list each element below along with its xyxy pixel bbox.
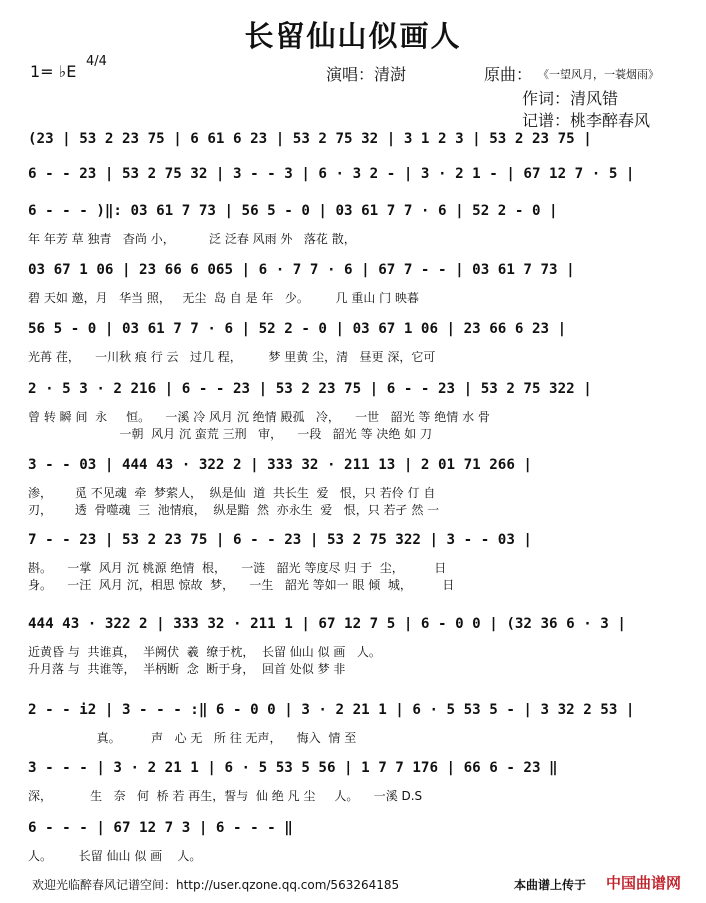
lyric-line: 一朝 风月 沉 蛮荒 三刑 审， 一段 韶光 等 决绝 如 刀 [28,427,433,441]
lyric-line: 光苒 荏， 一川秋 痕 行 云 过几 程， 梦 里黄 尘，清 昼更 深，它可 [28,350,436,364]
footer-link[interactable]: 欢迎光临醉春风记谱空间：http://user.qzone.qq.com/563264185 [32,878,400,892]
notation-row: 444 43 · 322 2 | 333 32 · 211 1 | 67 12 7 5 | 6 - 0 0 | (32 36 6 · 3 | [28,616,626,632]
lyric-line: 刃， 透 骨噬魂 三 池情痕， 纵是黯 然 亦永生 爱 恨，只 若孑 然 一 [28,503,440,517]
upload-note: 本曲谱上传于 [514,878,587,892]
site-logo[interactable]: 中国曲谱网 [606,874,682,892]
notation-row: 3 - - - | 3 · 2 21 1 | 6 · 5 53 5 56 | 1 7 7 176 | 66 6 - 23 ‖ [28,760,558,776]
lyricist-credit: 作词：清风错 [522,89,619,108]
time-signature: 4/4 [86,54,107,69]
notation-row: 2 - - i2 | 3 - - - :‖ 6 - 0 0 | 3 · 2 21 1 | 6 · 5 53 5 - | 3 32 2 53 | [28,702,635,718]
lyric-line: 年 年芳 草 独青 杳尚 小， 泛 泛春 风雨 外 落花 散， [28,232,356,246]
notation-row: 6 - - - )‖: 03 61 7 73 | 56 5 - 0 | 03 61 7 7 · 6 | 52 2 - 0 | [28,203,558,219]
original-song: 《一望风月，一蓑烟雨》 [538,68,659,81]
original-label: 原曲： [484,65,533,84]
notation-row: (23 | 53 2 23 75 | 6 61 6 23 | 53 2 75 32 | 3 1 2 3 | 53 2 23 75 | [28,131,592,147]
lyric-line: 身。 一汪 风月 沉，相思 惊故 梦， 一生 韶光 等如一 眼 倾 城， 日 [28,578,455,592]
lyric-line: 渗， 觅 不见魂 牵 梦萦人， 纵是仙 道 共长生 爱 恨，只 若伶 仃 自 [28,486,436,500]
lyric-line: 人。 长留 仙山 似 画 人。 [28,849,202,863]
notation-row: 6 - - 23 | 53 2 75 32 | 3 - - 3 | 6 · 3 2 - | 3 · 2 1 - | 67 12 7 · 5 | [28,166,635,182]
notation-row: 03 67 1 06 | 23 66 6 065 | 6 · 7 7 · 6 | 67 7 - - | 03 61 7 73 | [28,262,575,278]
lyric-line: 曾 转 瞬 间 永 恒。 一溪 冷 风月 沉 绝情 殿孤 冷， 一世 韶光 等 绝情 水 骨 [28,410,490,424]
lyric-line: 升月落 与 共谁等， 半柄断 念 断于身， 回首 处似 梦 非 [28,662,346,676]
lyric-line: 碧 天如 邀，月 华当 照， 无尘 岛 自 是 年 少。 几 重山 门 映暮 [28,291,419,305]
key-signature: 1= ♭E [30,62,77,81]
lyric-line: 近黄昏 与 共谁真， 半阙伏 羲 缭于枕， 长留 仙山 似 画 人。 [28,645,381,659]
notation-row: 6 - - - | 67 12 7 3 | 6 - - - ‖ [28,820,293,836]
notation-row: 56 5 - 0 | 03 61 7 7 · 6 | 52 2 - 0 | 03 67 1 06 | 23 66 6 23 | [28,321,567,337]
notation-row: 2 · 5 3 · 2 216 | 6 - - 23 | 53 2 23 75 | 6 - - 23 | 53 2 75 322 | [28,381,592,397]
lyric-line: 深， 生 奈 何 桥 若 再生，誓与 仙 绝 凡 尘 人。 一溪 D.S [28,789,423,803]
lyric-line: 斟。 一掌 风月 沉 桃源 绝情 根， 一涟 韶光 等度尽 归 于 尘， 日 [28,561,447,575]
singer-credit: 演唱：清澍 [326,65,407,84]
song-title: 长留仙山似画人 [244,19,462,53]
notation-row: 3 - - 03 | 444 43 · 322 2 | 333 32 · 211 13 | 2 01 71 266 | [28,457,532,473]
transcriber-credit: 记谱：桃李醉春风 [522,111,651,130]
notation-row: 7 - - 23 | 53 2 23 75 | 6 - - 23 | 53 2 75 322 | 3 - - 03 | [28,532,532,548]
lyric-line: 真。 声 心 无 所 往 无声， 悔入 情 至 [28,731,357,745]
